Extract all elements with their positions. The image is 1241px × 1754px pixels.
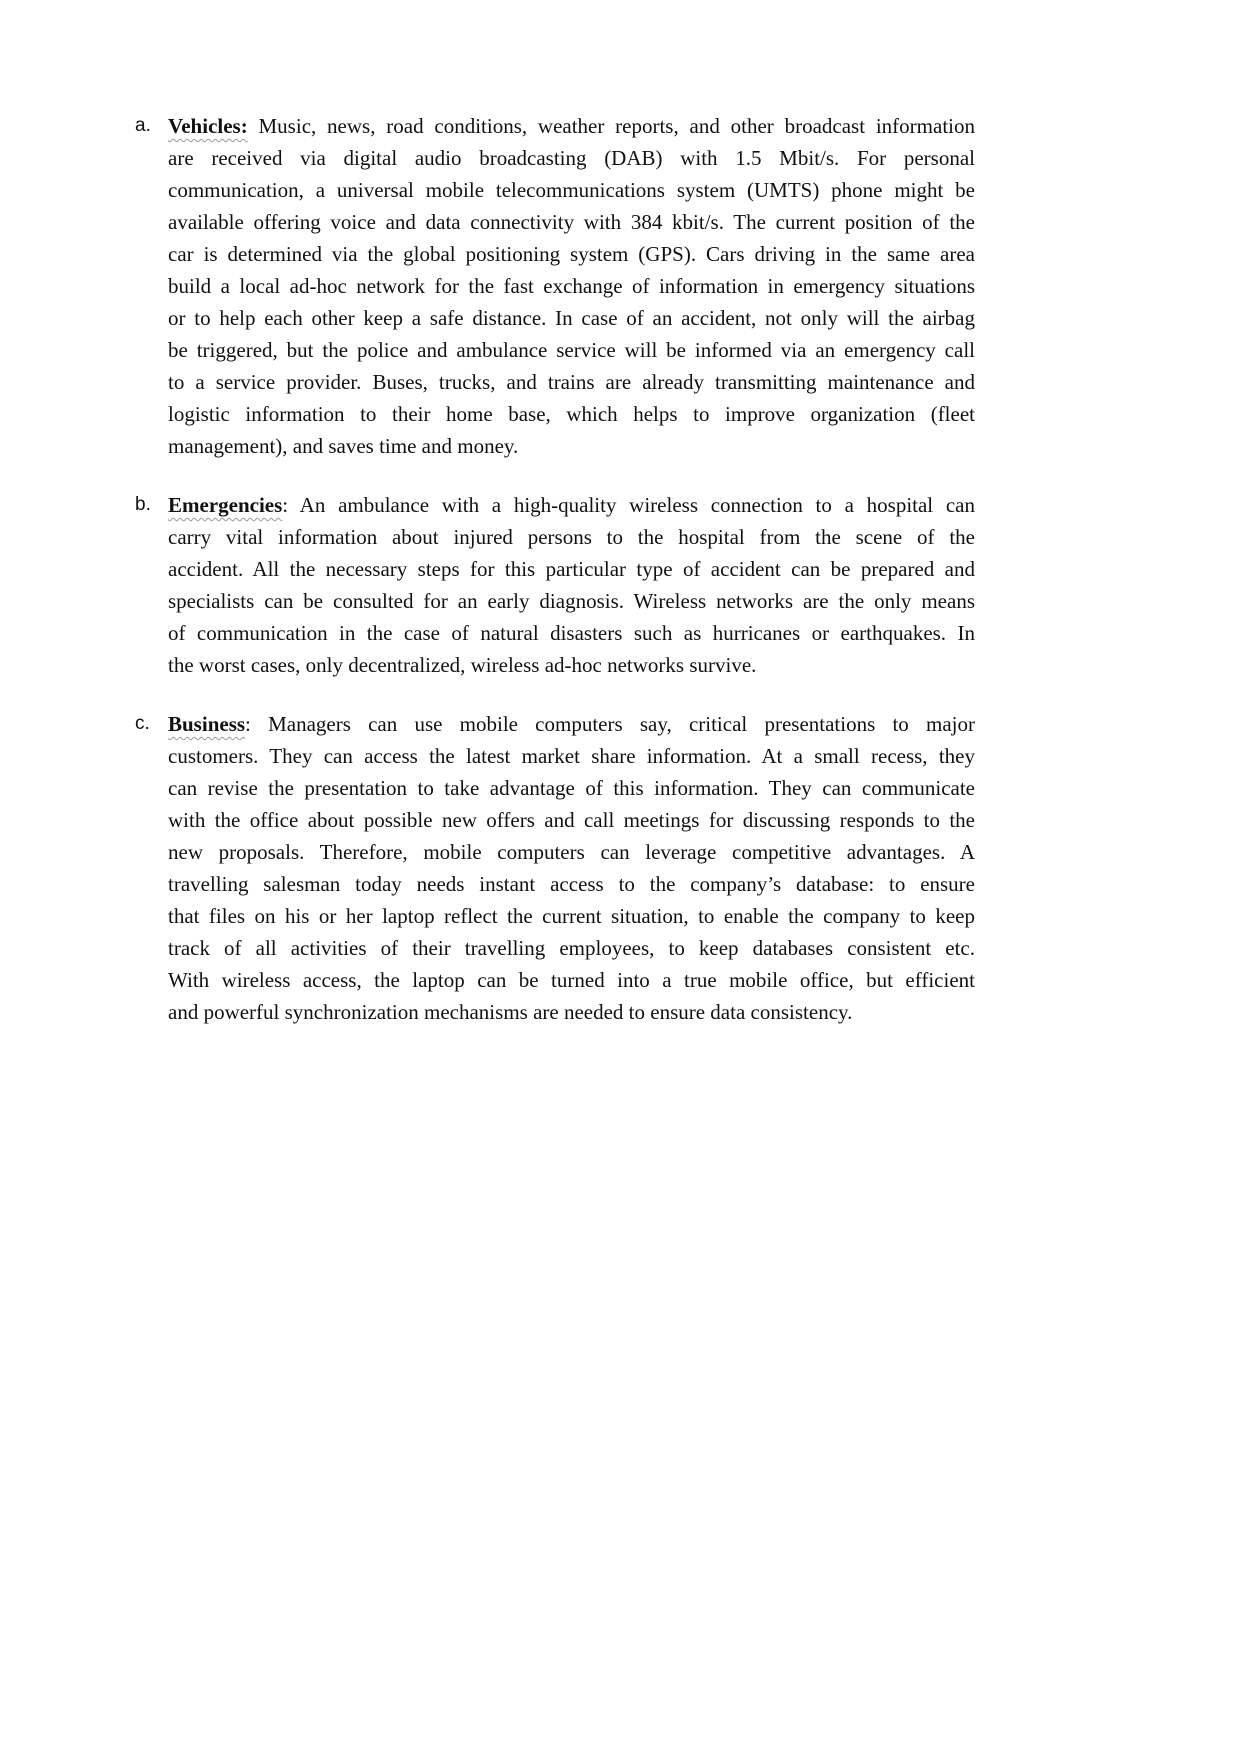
text-line: carry vital information about injured persons to the hospital from the scene of the bbox=[168, 525, 975, 549]
list-item bbox=[130, 489, 975, 681]
line-text: : An ambulance with a high-quality wireless connection to a hospital can bbox=[282, 493, 975, 517]
line-text: : Managers can use mobile computers say, critical presentations to major bbox=[245, 712, 975, 736]
list-marker: a. bbox=[135, 115, 151, 136]
text-line: be triggered, but the police and ambulance service will be informed via an emergency call bbox=[168, 338, 975, 362]
list-marker: c. bbox=[135, 713, 150, 734]
text-line: track of all activities of their travelling employees, to keep databases consistent etc. bbox=[168, 936, 975, 960]
item-heading: Vehicles: bbox=[168, 114, 248, 138]
item-heading: Emergencies bbox=[168, 493, 283, 517]
text-line: communication, a universal mobile telecommunications system (UMTS) phone might be bbox=[168, 178, 975, 202]
text-line: available offering voice and data connectivity with 384 kbit/s. The current position of the bbox=[168, 210, 975, 234]
text-line bbox=[168, 110, 975, 142]
list-marker: b. bbox=[135, 494, 151, 515]
text-line: with the office about possible new offers and call meetings for discussing responds to the bbox=[168, 808, 975, 832]
text-line: the worst cases, only decentralized, wireless ad-hoc networks survive. bbox=[168, 653, 757, 677]
text-line: travelling salesman today needs instant access to the company’s database: to ensure bbox=[168, 872, 975, 896]
text-line: With wireless access, the laptop can be turned into a true mobile office, but efficient bbox=[168, 968, 975, 992]
item-heading: Business bbox=[168, 712, 246, 736]
text-line: to a service provider. Buses, trucks, and trains are already transmitting maintenance and bbox=[168, 370, 975, 394]
text-line bbox=[168, 489, 975, 521]
text-line: customers. They can access the latest market share information. At a small recess, they bbox=[168, 744, 975, 768]
line-text: Music, news, road conditions, weather reports, and other broadcast information bbox=[247, 114, 975, 138]
paragraph bbox=[168, 489, 975, 681]
text-line: build a local ad-hoc network for the fast exchange of information in emergency situations bbox=[168, 274, 975, 298]
text-line: and powerful synchronization mechanisms are needed to ensure data consistency. bbox=[168, 1000, 853, 1024]
text-line: new proposals. Therefore, mobile computers can leverage competitive advantages. A bbox=[168, 840, 975, 864]
text-line: logistic information to their home base, which helps to improve organization (fleet bbox=[168, 402, 975, 426]
text-line: management), and saves time and money. bbox=[168, 434, 519, 458]
text-line: that files on his or her laptop reflect the current situation, to enable the company to keep bbox=[168, 904, 975, 928]
text-line bbox=[168, 708, 975, 740]
paragraph bbox=[168, 708, 975, 1028]
list-item bbox=[130, 110, 975, 462]
text-line: specialists can be consulted for an early diagnosis. Wireless networks are the only means bbox=[168, 589, 975, 613]
text-line: or to help each other keep a safe distance. In case of an accident, not only will the airbag bbox=[168, 306, 975, 330]
text-line: can revise the presentation to take advantage of this information. They can communicate bbox=[168, 776, 975, 800]
text-line: accident. All the necessary steps for this particular type of accident can be prepared and bbox=[168, 557, 975, 581]
list-item bbox=[130, 708, 975, 1028]
text-line: of communication in the case of natural disasters such as hurricanes or earthquakes. In bbox=[168, 621, 975, 645]
text-line: car is determined via the global positioning system (GPS). Cars driving in the same area bbox=[168, 242, 975, 266]
paragraph bbox=[168, 110, 975, 462]
text-line: are received via digital audio broadcasting (DAB) with 1.5 Mbit/s. For personal bbox=[168, 146, 975, 170]
